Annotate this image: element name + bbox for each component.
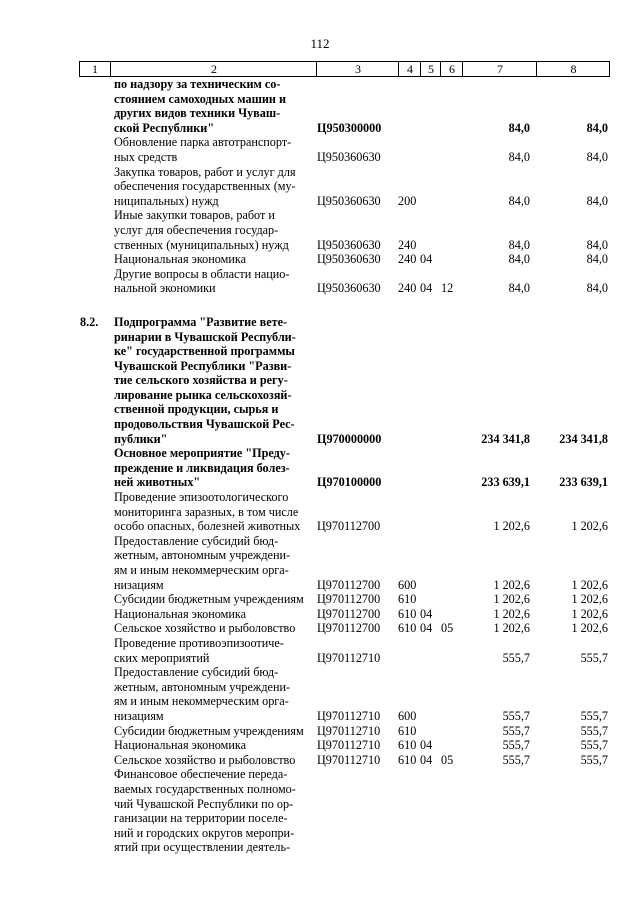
row-title-line: Обновление парка автотранспорт- bbox=[114, 135, 292, 150]
row-title-line: Другие вопросы в области нацио- bbox=[114, 266, 290, 281]
table-row bbox=[0, 534, 640, 592]
header-col-6: 6 bbox=[440, 62, 463, 76]
amount-col-8: 84,0 bbox=[586, 149, 608, 164]
table-row bbox=[0, 636, 640, 665]
table-row bbox=[0, 592, 640, 607]
row-title-line: Субсидии бюджетным учреждениям bbox=[114, 592, 304, 607]
row-title bbox=[114, 135, 309, 164]
row-title-line: Проведение противоэпизоотиче- bbox=[114, 635, 284, 650]
amount-col-7: 1 202,6 bbox=[493, 577, 530, 592]
table-row bbox=[0, 767, 640, 855]
row-title bbox=[114, 77, 309, 135]
row-title-line: жетным, автономным учреждени- bbox=[114, 679, 291, 694]
header-col-3: 3 bbox=[316, 62, 399, 76]
table-row bbox=[0, 135, 640, 164]
row-title-line: Национальная экономика bbox=[114, 252, 247, 267]
amount-col-7: 84,0 bbox=[508, 252, 530, 267]
row-title-line: преждение и ликвидация болез- bbox=[114, 460, 290, 475]
expense-type: 610 bbox=[398, 723, 417, 738]
target-article-code: Ц970112710 bbox=[317, 723, 381, 738]
row-title-line: Субсидии бюджетным учреждениям bbox=[114, 723, 304, 738]
row-title-line: низациям bbox=[114, 577, 164, 592]
section-code: 04 bbox=[420, 752, 433, 767]
table-row bbox=[0, 315, 640, 446]
amount-col-7: 1 202,6 bbox=[493, 519, 530, 534]
table-row bbox=[0, 446, 640, 490]
target-article-code: Ц950360630 bbox=[317, 237, 381, 252]
target-article-code: Ц950360630 bbox=[317, 149, 381, 164]
expense-type: 610 bbox=[398, 738, 417, 753]
row-title bbox=[114, 252, 309, 267]
target-article-code: Ц970112700 bbox=[317, 592, 381, 607]
row-title bbox=[114, 636, 309, 665]
subsection-code: 12 bbox=[441, 281, 454, 296]
row-title-line: ственных (муниципальных) нужд bbox=[114, 237, 289, 252]
amount-col-8: 1 202,6 bbox=[571, 592, 608, 607]
row-title-line: жетным, автономным учреждени- bbox=[114, 548, 291, 563]
target-article-code: Ц970112700 bbox=[317, 606, 381, 621]
amount-col-7: 1 202,6 bbox=[493, 621, 530, 636]
row-title-line: по надзору за техническим со- bbox=[114, 77, 281, 91]
amount-col-8: 1 202,6 bbox=[571, 577, 608, 592]
header-col-2: 2 bbox=[110, 62, 317, 76]
row-title bbox=[114, 665, 309, 723]
table-body bbox=[0, 77, 640, 855]
target-article-code: Ц970112710 bbox=[317, 650, 381, 665]
row-title-line: Национальная экономика bbox=[114, 738, 247, 753]
row-title-line: Чувашской Республики "Разви- bbox=[114, 358, 292, 373]
row-title bbox=[114, 592, 309, 607]
table-row bbox=[0, 267, 640, 296]
amount-col-7: 234 341,8 bbox=[481, 431, 530, 446]
page-number: 112 bbox=[310, 36, 330, 51]
amount-col-8: 1 202,6 bbox=[571, 621, 608, 636]
row-title-line: тие сельского хозяйства и регу- bbox=[114, 373, 288, 388]
target-article-code: Ц970112700 bbox=[317, 519, 381, 534]
row-title-line: ринарии в Чувашской Республи- bbox=[114, 329, 296, 344]
table-row bbox=[0, 724, 640, 739]
table-row bbox=[0, 252, 640, 267]
row-title bbox=[114, 753, 309, 768]
row-title bbox=[114, 607, 309, 622]
row-title bbox=[114, 738, 309, 753]
section-code: 04 bbox=[420, 621, 433, 636]
target-article-code: Ц970112700 bbox=[317, 577, 381, 592]
amount-col-8: 555,7 bbox=[580, 738, 608, 753]
row-title-line: ганизации на территории поселе- bbox=[114, 811, 288, 826]
amount-col-7: 555,7 bbox=[502, 708, 530, 723]
amount-col-8: 84,0 bbox=[586, 237, 608, 252]
table-row bbox=[0, 77, 640, 135]
row-title-line: стоянием самоходных машин и bbox=[114, 91, 287, 106]
row-title-line: Сельское хозяйство и рыболовство bbox=[114, 752, 296, 767]
table-row bbox=[0, 665, 640, 723]
row-title bbox=[114, 724, 309, 739]
amount-col-7: 1 202,6 bbox=[493, 606, 530, 621]
section-code: 04 bbox=[420, 252, 433, 267]
amount-col-7: 233 639,1 bbox=[481, 475, 530, 490]
amount-col-7: 555,7 bbox=[502, 738, 530, 753]
amount-col-7: 84,0 bbox=[508, 120, 530, 135]
row-title-line: мониторинга заразных, в том числе bbox=[114, 504, 299, 519]
table-row bbox=[0, 165, 640, 209]
target-article-code: Ц950300000 bbox=[317, 120, 382, 135]
row-title-line: ятий при осуществлении деятель- bbox=[114, 840, 291, 855]
expense-type: 240 bbox=[398, 237, 417, 252]
target-article-code: Ц950360630 bbox=[317, 252, 381, 267]
section-code: 04 bbox=[420, 738, 433, 753]
row-title-line: Предоставление субсидий бюд- bbox=[114, 533, 279, 548]
target-article-code: Ц970112710 bbox=[317, 752, 381, 767]
table-row bbox=[0, 738, 640, 753]
amount-col-7: 84,0 bbox=[508, 237, 530, 252]
amount-col-8: 1 202,6 bbox=[571, 519, 608, 534]
row-title-line: Подпрограмма "Развитие вете- bbox=[114, 314, 288, 329]
row-title-line: других видов техники Чуваш- bbox=[114, 106, 281, 121]
header-col-5: 5 bbox=[420, 62, 441, 76]
expense-type: 600 bbox=[398, 577, 417, 592]
section-code: 04 bbox=[420, 281, 433, 296]
subsection-code: 05 bbox=[441, 621, 454, 636]
row-title bbox=[114, 446, 309, 490]
expense-type: 600 bbox=[398, 708, 417, 723]
header-col-8: 8 bbox=[536, 62, 610, 76]
header-col-7: 7 bbox=[462, 62, 537, 76]
expense-type: 240 bbox=[398, 252, 417, 267]
row-title-line: ний и городских округов меропри- bbox=[114, 825, 295, 840]
amount-col-7: 555,7 bbox=[502, 752, 530, 767]
row-title bbox=[114, 767, 309, 855]
row-title-line: ниципальных) нужд bbox=[114, 193, 219, 208]
amount-col-7: 555,7 bbox=[502, 723, 530, 738]
target-article-code: Ц950360630 bbox=[317, 281, 381, 296]
amount-col-8: 234 341,8 bbox=[559, 431, 608, 446]
row-title-line: ваемых государственных полномо- bbox=[114, 781, 296, 796]
amount-col-7: 84,0 bbox=[508, 281, 530, 296]
amount-col-8: 84,0 bbox=[586, 193, 608, 208]
row-title bbox=[114, 208, 309, 252]
row-title-line: обеспечения государственных (му- bbox=[114, 179, 296, 194]
row-title-line: ских мероприятий bbox=[114, 650, 210, 665]
amount-col-8: 84,0 bbox=[586, 252, 608, 267]
amount-col-7: 84,0 bbox=[508, 149, 530, 164]
row-title-line: Предоставление субсидий бюд- bbox=[114, 665, 279, 680]
section-code: 04 bbox=[420, 606, 433, 621]
table-row bbox=[0, 607, 640, 622]
row-title-line: Финансовое обеспечение переда- bbox=[114, 767, 288, 782]
amount-col-7: 555,7 bbox=[502, 650, 530, 665]
row-number: 8.2. bbox=[80, 314, 99, 329]
row-title-line: услуг для обеспечения государ- bbox=[114, 222, 279, 237]
amount-col-7: 84,0 bbox=[508, 193, 530, 208]
row-title-line: ственной продукции, сырья и bbox=[114, 402, 279, 417]
row-title bbox=[114, 534, 309, 592]
row-title-line: нальной экономики bbox=[114, 281, 216, 296]
amount-col-8: 1 202,6 bbox=[571, 606, 608, 621]
row-title-line: ней животных" bbox=[114, 475, 201, 490]
amount-col-8: 555,7 bbox=[580, 723, 608, 738]
table-row bbox=[0, 621, 640, 636]
row-title-line: ных средств bbox=[114, 149, 178, 164]
expense-type: 240 bbox=[398, 281, 417, 296]
amount-col-7: 1 202,6 bbox=[493, 592, 530, 607]
header-col-4: 4 bbox=[398, 62, 421, 76]
amount-col-8: 233 639,1 bbox=[559, 475, 608, 490]
row-title-line: Иные закупки товаров, работ и bbox=[114, 208, 275, 223]
target-article-code: Ц970112700 bbox=[317, 621, 381, 636]
amount-col-8: 84,0 bbox=[586, 281, 608, 296]
table-header bbox=[79, 61, 610, 77]
target-article-code: Ц970112710 bbox=[317, 708, 381, 723]
row-title bbox=[114, 490, 309, 534]
amount-col-8: 555,7 bbox=[580, 752, 608, 767]
expense-type: 200 bbox=[398, 193, 417, 208]
row-title-line: продовольствия Чувашской Рес- bbox=[114, 417, 295, 432]
row-title-line: лирование рынка сельскохозяй- bbox=[114, 387, 292, 402]
target-article-code: Ц950360630 bbox=[317, 193, 381, 208]
row-title-line: ям и иным некоммерческим орга- bbox=[114, 694, 289, 709]
row-title-line: Сельское хозяйство и рыболовство bbox=[114, 621, 296, 636]
row-title-line: ской Республики" bbox=[114, 120, 215, 135]
row-title-line: публики" bbox=[114, 431, 168, 446]
table-row bbox=[0, 490, 640, 534]
amount-col-8: 555,7 bbox=[580, 650, 608, 665]
row-title-line: Национальная экономика bbox=[114, 606, 247, 621]
expense-type: 610 bbox=[398, 592, 417, 607]
table-row bbox=[0, 208, 640, 252]
row-title-line: низациям bbox=[114, 708, 164, 723]
row-title-line: ке" государственной программы bbox=[114, 344, 295, 359]
table-row bbox=[0, 753, 640, 768]
target-article-code: Ц970000000 bbox=[317, 431, 382, 446]
row-title bbox=[114, 621, 309, 636]
amount-col-8: 84,0 bbox=[586, 120, 608, 135]
amount-col-8: 555,7 bbox=[580, 708, 608, 723]
target-article-code: Ц970112710 bbox=[317, 738, 381, 753]
header-col-1: 1 bbox=[92, 62, 98, 76]
row-title-line: чий Чувашской Республики по ор- bbox=[114, 796, 294, 811]
row-title bbox=[114, 165, 309, 209]
row-title bbox=[114, 315, 309, 446]
row-title-line: особо опасных, болезней животных bbox=[114, 519, 301, 534]
row-title-line: Основное мероприятие "Преду- bbox=[114, 446, 290, 461]
expense-type: 610 bbox=[398, 606, 417, 621]
target-article-code: Ц970100000 bbox=[317, 475, 382, 490]
expense-type: 610 bbox=[398, 621, 417, 636]
row-title-line: Закупка товаров, работ и услуг для bbox=[114, 164, 296, 179]
row-title bbox=[114, 267, 309, 296]
subsection-code: 05 bbox=[441, 752, 454, 767]
row-title-line: ям и иным некоммерческим орга- bbox=[114, 563, 289, 577]
expense-type: 610 bbox=[398, 752, 417, 767]
row-title-line: Проведение эпизоотологического bbox=[114, 490, 289, 505]
